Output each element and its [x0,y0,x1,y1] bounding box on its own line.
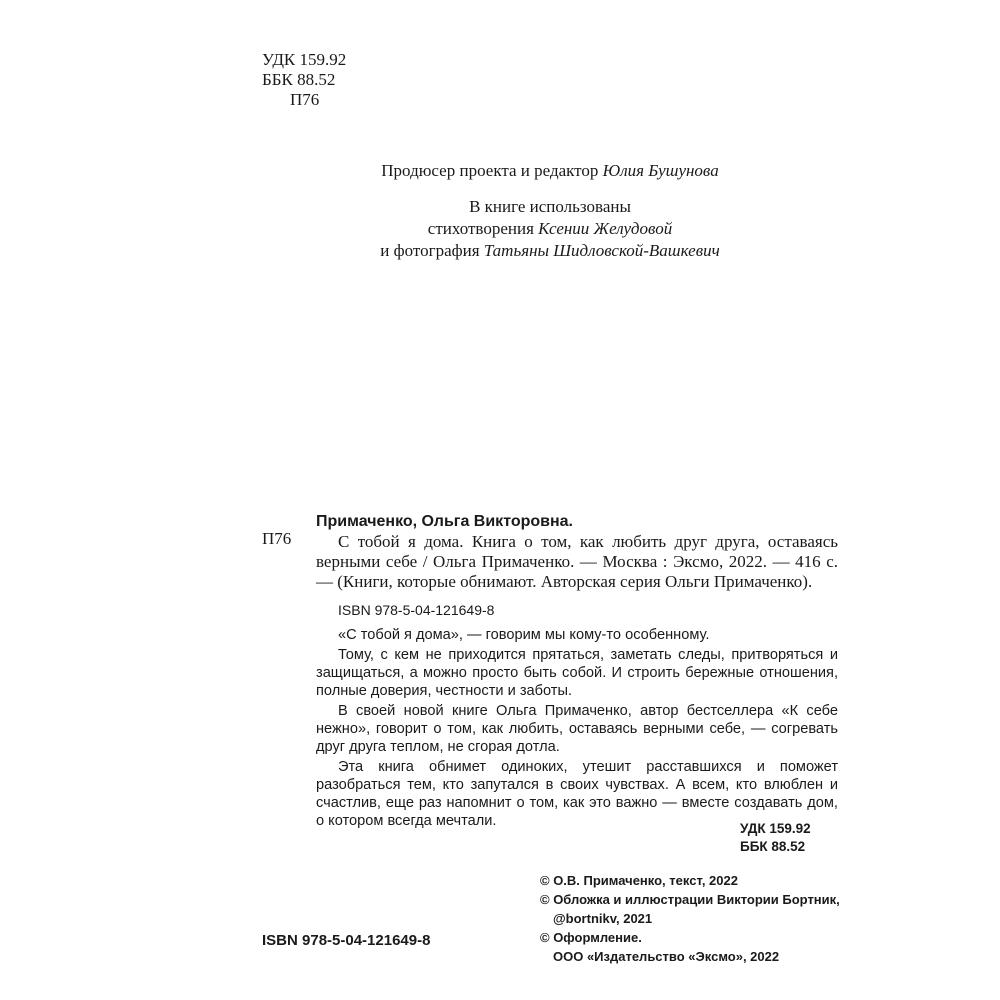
credits-block [200,160,900,262]
photographer-name: Татьяны Шидловской-Вашкевич [483,241,720,260]
producer-line: Продюсер проекта и редактор Юлия Бушунова [381,161,719,180]
bibliographic-entry: С тобой я дома. Книга о том, как любить друг друга, оставаясь верными себе / Ольга Примаченко. — Москва : Эксмо, 2022. — 416 с. — (Книги, которые обнимают. Авторская серия Ольги Примаченко). [316,532,838,591]
credits-line-1: В книге использованы [469,197,631,216]
author-heading: Примаченко, Ольга Викторовна. [316,513,573,530]
credits-line-3: и фотография Татьяны Шидловской-Вашкевич [380,241,720,260]
copyright-line: © Оформление. [540,930,642,945]
poet-name: Ксении Желудовой [538,219,673,238]
annotation-paragraph: «С тобой я дома», — говорим мы кому-то особенному. [338,627,710,643]
bibliographic-record [316,512,838,830]
copyright-block [540,871,840,966]
annotation-paragraph: Тому, с кем не приходится прятаться, заметать следы, притворяться и защищаться, а можно просто быть собой. И строить бережные отношения, полные доверия, честности и заботы. [316,647,838,699]
udk-code-bottom: УДК 159.92 [740,821,811,836]
bbk-code: ББК 88.52 [262,70,336,89]
copyright-line: © О.В. Примаченко, текст, 2022 [540,873,738,888]
udk-code: УДК 159.92 [262,50,347,69]
copyright-line: @bortnikv, 2021 [553,911,653,926]
author-mark: П76 [290,90,320,109]
credits-line-2: стихотворения Ксении Желудовой [427,219,673,238]
record-isbn: ISBN 978-5-04-121649-8 [338,602,495,618]
isbn-bottom: ISBN 978-5-04-121649-8 [262,932,431,949]
classification-codes-top [262,50,346,110]
producer-name: Юлия Бушунова [602,161,719,180]
annotation-paragraph: Эта книга обнимет одиноких, утешит расставшихся и поможет разобраться тем, кто запутался в своих чувствах. А всем, кто влюблен и счастлив, еще раз напомнит о том, как это важно — вместе создавать дом, о котором всегда мечтали. [316,759,838,829]
annotation-paragraph: В своей новой книге Ольга Примаченко, автор бестселлера «К себе нежно», говорит о том, как любить, оставаясь верными себе, — согревать друг друга теплом, не сгорая дотла. [316,703,838,755]
bbk-code-bottom: ББК 88.52 [740,839,806,854]
copyright-line: ООО «Издательство «Эксмо», 2022 [553,949,780,964]
copyright-line: © Обложка и иллюстрации Виктории Бортник, [540,892,840,907]
classification-codes-bottom [740,820,811,856]
bibliography-code: П76 [262,529,292,548]
